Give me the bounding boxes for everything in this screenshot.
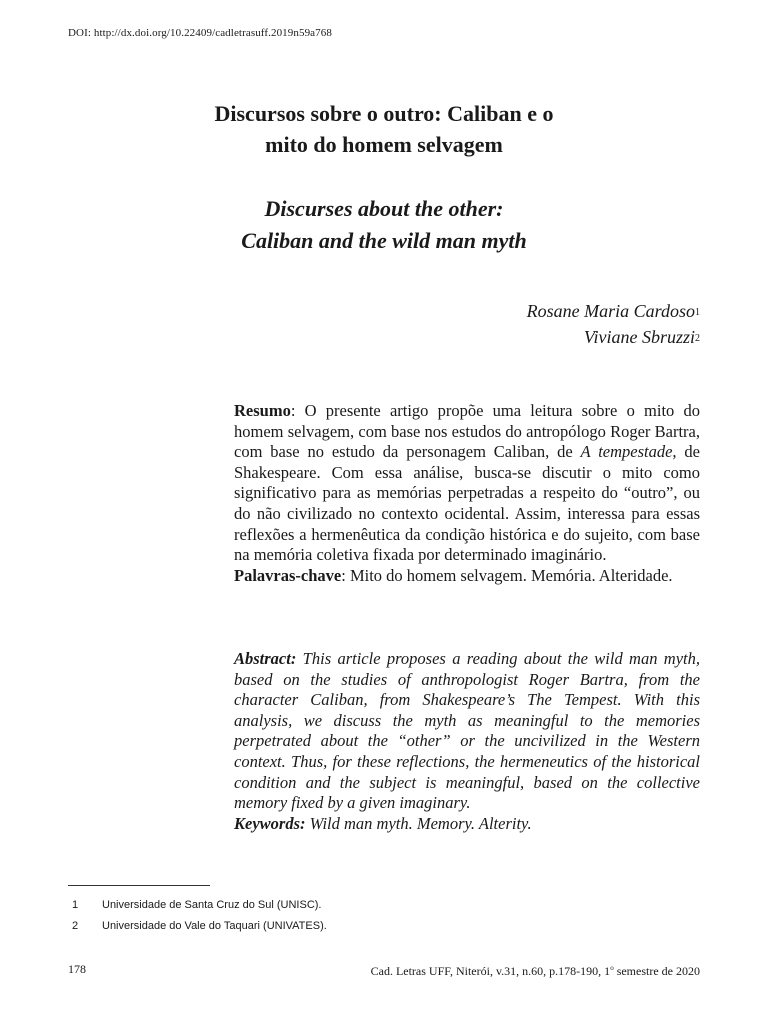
abstract-block [234, 649, 700, 834]
keywords-paragraph [234, 814, 700, 835]
journal-text-a: Cad. Letras UFF, Niterói, v.31, n.60, p.178-190, 1 [370, 964, 611, 978]
footnote-marker: 2 [695, 333, 700, 344]
keywords-text: Wild man myth. Memory. Alterity. [305, 813, 532, 833]
title-en-line-2: Caliban and the wild man myth [241, 228, 527, 253]
keywords-label: Keywords: [234, 813, 306, 833]
resumo-paragraph [234, 401, 700, 566]
abstract-label: Abstract: [234, 649, 297, 668]
footnotes [72, 895, 327, 937]
abstract-text: This article proposes a reading about the wild man myth, based on the studies of anthropologist Roger Bartra, from the character Caliban, from Shakespeare’s The Tempest. With this analysis, we discuss the myth as meaningful to the memories perpetrated about the “other” or the uncivilized in the Western context. Thus, for these reflections, the hermeneutics of the historical condition and the subject is meaningful, based on the collective memory fixed by a given imaginary. [234, 649, 700, 813]
journal-text-b: semestre de 2020 [613, 964, 700, 978]
journal-ordinal: o [610, 964, 614, 972]
author-2 [527, 324, 700, 350]
resumo-text-a: : O presente artigo propõe uma leitura sobre o mito do homem selvagem, com base nos estudos do antropólogo Roger Bartra, com base no estudo da personagem Caliban, de [234, 401, 700, 462]
resumo-text-b: , de Shakespeare. Com essa análise, busca-se discutir o mito como significativo para as memórias perpetradas a respeito do “outro”, ou do não civilizado no contexto ocidental. Assim, interessa para essas reflexões a hermenêutica da condição histórica e do sujeito, com base na memória coletiva fixada por determinado imaginário. [234, 442, 700, 565]
author-name: Viviane Sbruzzi [583, 327, 695, 347]
footnote-1 [72, 895, 327, 916]
footnote-divider [68, 885, 210, 886]
author-list [527, 298, 700, 350]
palavras-chave-text: : Mito do homem selvagem. Memória. Alteridade. [341, 565, 673, 585]
page-number: 178 [68, 962, 86, 976]
footnote-number: 1 [72, 899, 79, 911]
palavras-chave-label: Palavras-chave [234, 565, 342, 585]
title-pt-line-2: mito do homem selvagem [265, 132, 503, 157]
title-pt-line-1: Discursos sobre o outro: Caliban e o [214, 101, 554, 126]
author-1 [527, 298, 700, 324]
resumo-work-title: A tempestade [580, 442, 673, 462]
footnote-text: Universidade do Vale do Taquari (UNIVATES). [102, 920, 327, 932]
palavras-chave-paragraph [234, 566, 700, 587]
footnote-2 [72, 916, 327, 937]
title-portuguese [120, 98, 648, 160]
title-en-line-1: Discurses about the other: [264, 196, 504, 221]
footnote-marker: 1 [695, 307, 700, 318]
footnote-number: 2 [72, 920, 79, 932]
abstract-paragraph [234, 649, 700, 814]
journal-citation [371, 964, 700, 979]
title-english [120, 193, 648, 257]
doi-line: DOI: http://dx.doi.org/10.22409/cadletrasuff.2019n59a768 [68, 27, 332, 39]
author-name: Rosane Maria Cardoso [526, 301, 695, 321]
resumo-label: Resumo [234, 401, 291, 420]
resumo-block [234, 401, 700, 586]
footnote-text: Universidade de Santa Cruz do Sul (UNISC). [102, 899, 322, 911]
